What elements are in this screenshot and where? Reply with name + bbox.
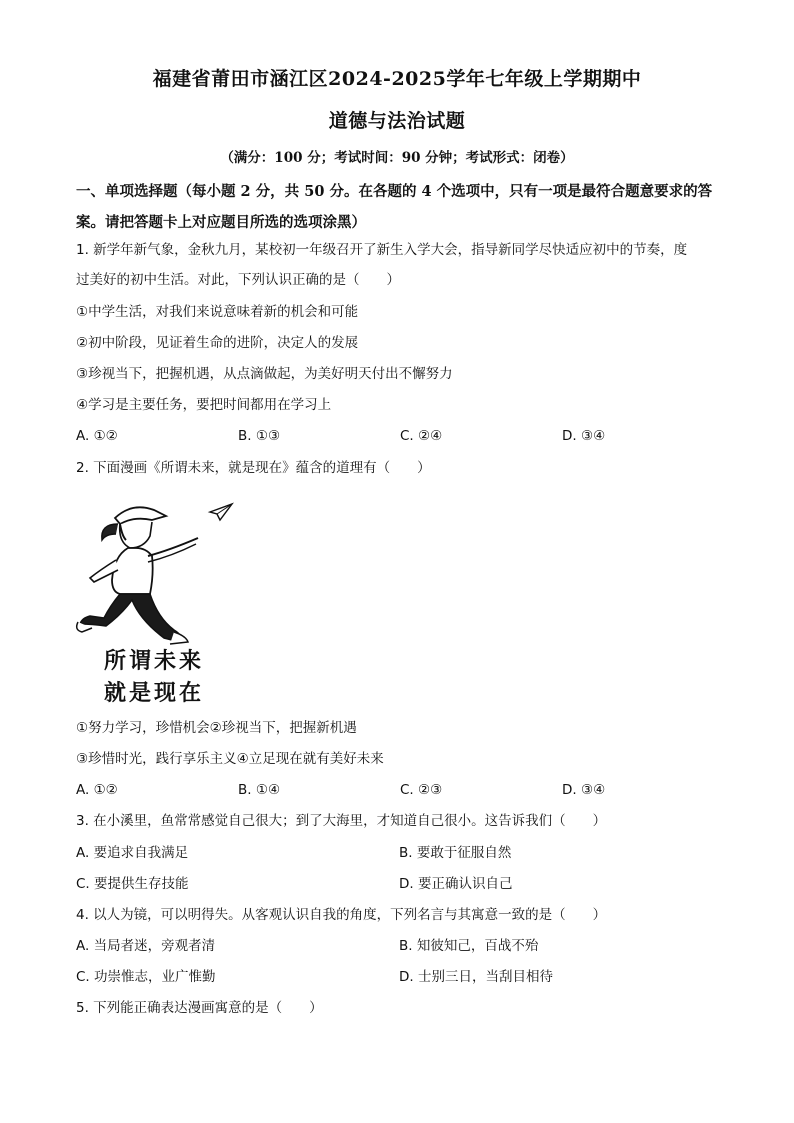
q3-option-a[interactable]: A. 要追求自我满足 bbox=[76, 845, 189, 861]
q3-option-d[interactable]: D. 要正确认识自己 bbox=[399, 876, 513, 892]
q5-stem: 5. 下列能正确表达漫画寓意的是（ ） bbox=[76, 1000, 323, 1016]
q1-option-a[interactable]: A. ①② bbox=[76, 428, 118, 444]
q3-stem: 3. 在小溪里，鱼常常感觉自己很大；到了大海里，才知道自己很小。这告诉我们（ ） bbox=[76, 813, 607, 829]
q4-option-a[interactable]: A. 当局者迷，旁观者清 bbox=[76, 938, 216, 954]
exam-subject-title: 道德与法治试题 bbox=[328, 110, 466, 132]
comic-caption-line2: 就是现在 bbox=[104, 681, 205, 706]
q1-item-3: ③珍视当下，把握机遇，从点滴做起，为美好明天付出不懈努力 bbox=[76, 366, 453, 382]
q4-option-c[interactable]: C. 功崇惟志，业广惟勤 bbox=[76, 969, 216, 985]
q2-item-1: ①努力学习，珍惜机会②珍视当下，把握新机遇 bbox=[76, 720, 357, 736]
q4-option-b[interactable]: B. 知彼知己，百战不殆 bbox=[399, 938, 539, 954]
q2-option-c[interactable]: C. ②③ bbox=[400, 782, 443, 798]
q1-option-b[interactable]: B. ①③ bbox=[238, 428, 281, 444]
q2-option-a[interactable]: A. ①② bbox=[76, 782, 118, 798]
exam-meta: （满分：100 分；考试时间：90 分钟；考试形式：闭卷） bbox=[220, 150, 574, 166]
q1-option-d[interactable]: D. ③④ bbox=[562, 428, 606, 444]
q1-item-4: ④学习是主要任务，要把时间都用在学习上 bbox=[76, 397, 332, 413]
q1-stem-line1: 1. 新学年新气象，金秋九月，某校初一年级召开了新生入学大会，指导新同学尽快适应初中的节奏，度 bbox=[76, 242, 688, 258]
q2-option-b[interactable]: B. ①④ bbox=[238, 782, 281, 798]
q3-option-c[interactable]: C. 要提供生存技能 bbox=[76, 876, 189, 892]
q4-stem: 4. 以人为镜，可以明得失。从客观认识自我的角度，下列名言与其寓意一致的是（ ） bbox=[76, 907, 607, 923]
exam-title: 福建省莆田市涵江区2024-2025学年七年级上学期期中 bbox=[152, 68, 642, 90]
q1-item-2: ②初中阶段，见证着生命的进阶，决定人的发展 bbox=[76, 335, 359, 351]
comic-caption-line1: 所谓未来 bbox=[104, 649, 205, 674]
q2-option-d[interactable]: D. ③④ bbox=[562, 782, 606, 798]
q1-stem-line2: 过美好的初中生活。对此，下列认识正确的是（ ） bbox=[76, 272, 400, 288]
q2-item-2: ③珍惜时光，践行享乐主义④立足现在就有美好未来 bbox=[76, 751, 384, 767]
paper-plane-icon bbox=[210, 504, 232, 520]
q3-option-b[interactable]: B. 要敢于征服自然 bbox=[399, 845, 512, 861]
q1-option-c[interactable]: C. ②④ bbox=[400, 428, 443, 444]
q2-stem: 2. 下面漫画《所谓未来，就是现在》蕴含的道理有（ ） bbox=[76, 460, 431, 476]
q4-option-d[interactable]: D. 士别三日，当刮目相待 bbox=[399, 969, 553, 985]
section-heading: 一、单项选择题（每小题 2 分，共 50 分。在各题的 4 个选项中，只有一项是最符合题意要求的答案。请把答题卡上对应题目所选的选项涂黑） bbox=[76, 183, 713, 231]
q1-item-1: ①中学生活，对我们来说意味着新的机会和可能 bbox=[76, 304, 359, 320]
